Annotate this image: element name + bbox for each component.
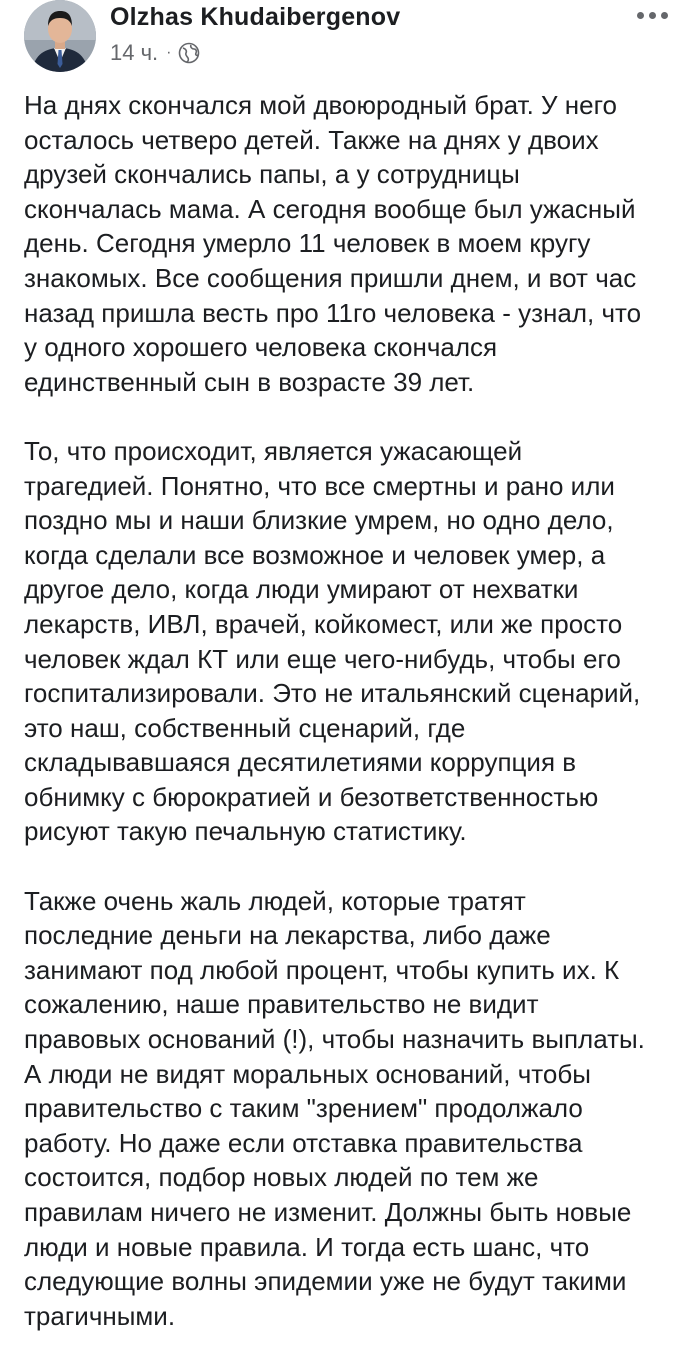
- post-paragraph: То, что происходит, является ужасающей трагедией. Понятно, что все смертны и рано или поздно мы и наши близкие умрем, но одно дело, когда сделали все возможное и человек умер, а другое дело, когда люди умирают от нехватки лекарств, ИВЛ, врачей, койкомест, или же просто человек ждал КТ или еще чего-нибудь, чтобы его госпитализировали. Это не итальянский сценарий, это наш, собственный сценарий, где складывавшаяся десятилетиями коррупция в обнимку с бюрократией и безответственностью рисуют такую печальную статистику.: [24, 435, 641, 847]
- post-header: [0, 0, 690, 82]
- post-paragraph: Также очень жаль людей, которые тратят последние деньги на лекарства, либо даже занимают под любой процент, чтобы купить их. К сожалению, наше правительство не видит правовых оснований (!), чтобы назначить выплаты. А люди не видят моральных оснований, чтобы правительство с таким "зрением" продолжало работу. Но даже если отставка правительства состоится, подбор новых людей по тем же правилам ничего не изменит. Должны быть новые люди и новые правила. И тогда есть шанс, что следующие волны эпидемии уже не будут такими трагичными.: [24, 885, 645, 1331]
- meta-separator: ·: [166, 44, 172, 61]
- post-body: [24, 88, 674, 1368]
- post-paragraph: На днях скончался мой двоюродный брат. У него осталось четверо детей. Также на днях у двоих друзей скончались папы, а у сотрудницы скончалась мама. А сегодня вообще был ужасный день. Сегодня умерло 11 человек в моем кругу знакомых. Все сообщения пришли днем, и вот час назад пришла весть про 11го человека - узнал, что у одного хорошего человека скончался единственный сын в возрасте 39 лет.: [24, 90, 642, 397]
- post-timestamp[interactable]: 14 ч.: [110, 40, 159, 65]
- dot: [649, 12, 656, 19]
- avatar[interactable]: [24, 0, 96, 72]
- author-name[interactable]: Olzhas Khudaibergenov: [110, 3, 401, 31]
- dot: [661, 12, 668, 19]
- more-dots-icon[interactable]: [637, 12, 668, 19]
- avatar-photo: [24, 0, 96, 72]
- globe-icon[interactable]: [178, 42, 200, 64]
- post-meta: [110, 40, 200, 66]
- dot: [637, 12, 644, 19]
